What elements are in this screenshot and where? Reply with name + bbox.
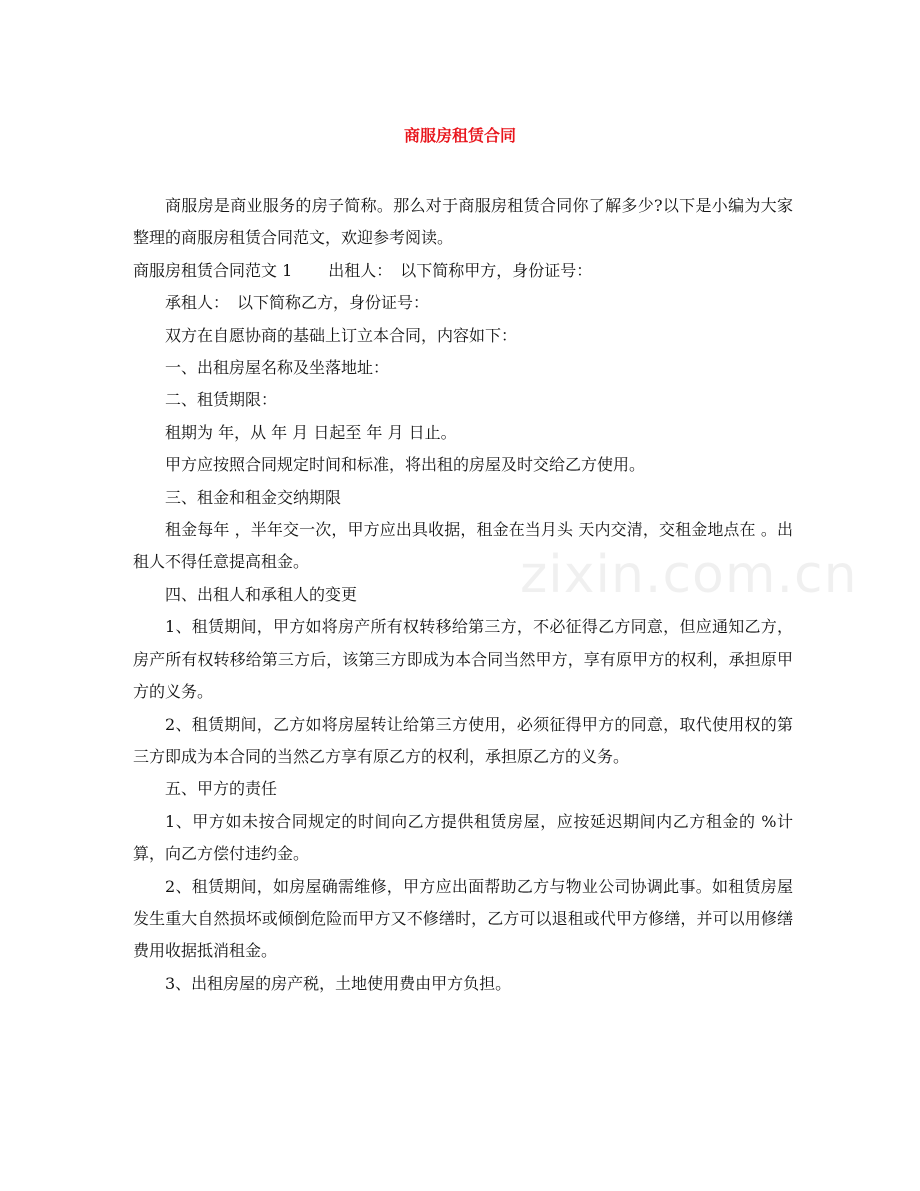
- section-heading-5: 五、甲方的责任: [165, 779, 278, 799]
- document-title: 商服房租赁合同: [403, 126, 516, 145]
- paragraph-term: 租期为 年，从 年 月 日起至 年 月 日止。: [165, 422, 457, 442]
- lessor-line: 出租人： 以下简称甲方，身份证号：: [328, 260, 593, 280]
- paragraph-lessee: 承租人： 以下简称乙方，身份证号：: [165, 293, 430, 313]
- paragraph-duty-1: 1、甲方如未按合同规定的时间向乙方提供租赁房屋，应按延迟期间内乙方租金的 %计算，向乙方偿付违约金。: [133, 811, 793, 864]
- document-body: [133, 190, 793, 1000]
- section-heading-4: 四、出租人和承租人的变更: [165, 584, 358, 604]
- paragraph-rent: 租金每年 ，半年交一次，甲方应出具收据，租金在当月头 天内交清，交租金地点在 。出租人不得任意提高租金。: [133, 520, 793, 572]
- paragraph-duty-2: 2、租赁期间，如房屋确需维修，甲方应出面帮助乙方与物业公司协调此事。如租赁房屋发生重大自然损坏或倾倒危险而甲方又不修缮时，乙方可以退租或代甲方修缮，并可以用修缮费用收据抵消租金。: [133, 876, 793, 961]
- sample-title: 商服房租赁合同范文 1: [133, 260, 293, 280]
- section-heading-1: 一、出租房屋名称及坐落地址：: [165, 358, 390, 378]
- paragraph-duty-3: 3、出租房屋的房产税，土地使用费由甲方负担。: [165, 973, 512, 993]
- paragraph-change-1: 1、租赁期间，甲方如将房产所有权转移给第三方，不必征得乙方同意，但应通知乙方，房产所有权转移给第三方后，该第三方即成为本合同当然甲方，享有原甲方的权利，承担原甲方的义务。: [133, 617, 793, 702]
- section-heading-2: 二、租赁期限：: [165, 390, 278, 410]
- paragraph-change-2: 2、租赁期间，乙方如将房屋转让给第三方使用，必须征得甲方的同意，取代使用权的第三方即成为本合同的当然乙方享有原乙方的权利，承担原乙方的义务。: [133, 714, 793, 766]
- paragraph-agreement: 双方在自愿协商的基础上订立本合同，内容如下：: [165, 325, 518, 345]
- paragraph-intro: 商服房是商业服务的房子简称。那么对于商服房租赁合同你了解多少?以下是小编为大家整理的商服房租赁合同范文，欢迎参考阅读。: [133, 196, 793, 248]
- paragraph-handover: 甲方应按照合同规定时间和标准，将出租的房屋及时交给乙方使用。: [165, 455, 646, 475]
- watermark: zixin.com.cn: [520, 545, 858, 605]
- paragraph-sample-heading: [133, 255, 793, 287]
- section-heading-3: 三、租金和租金交纳期限: [165, 487, 342, 507]
